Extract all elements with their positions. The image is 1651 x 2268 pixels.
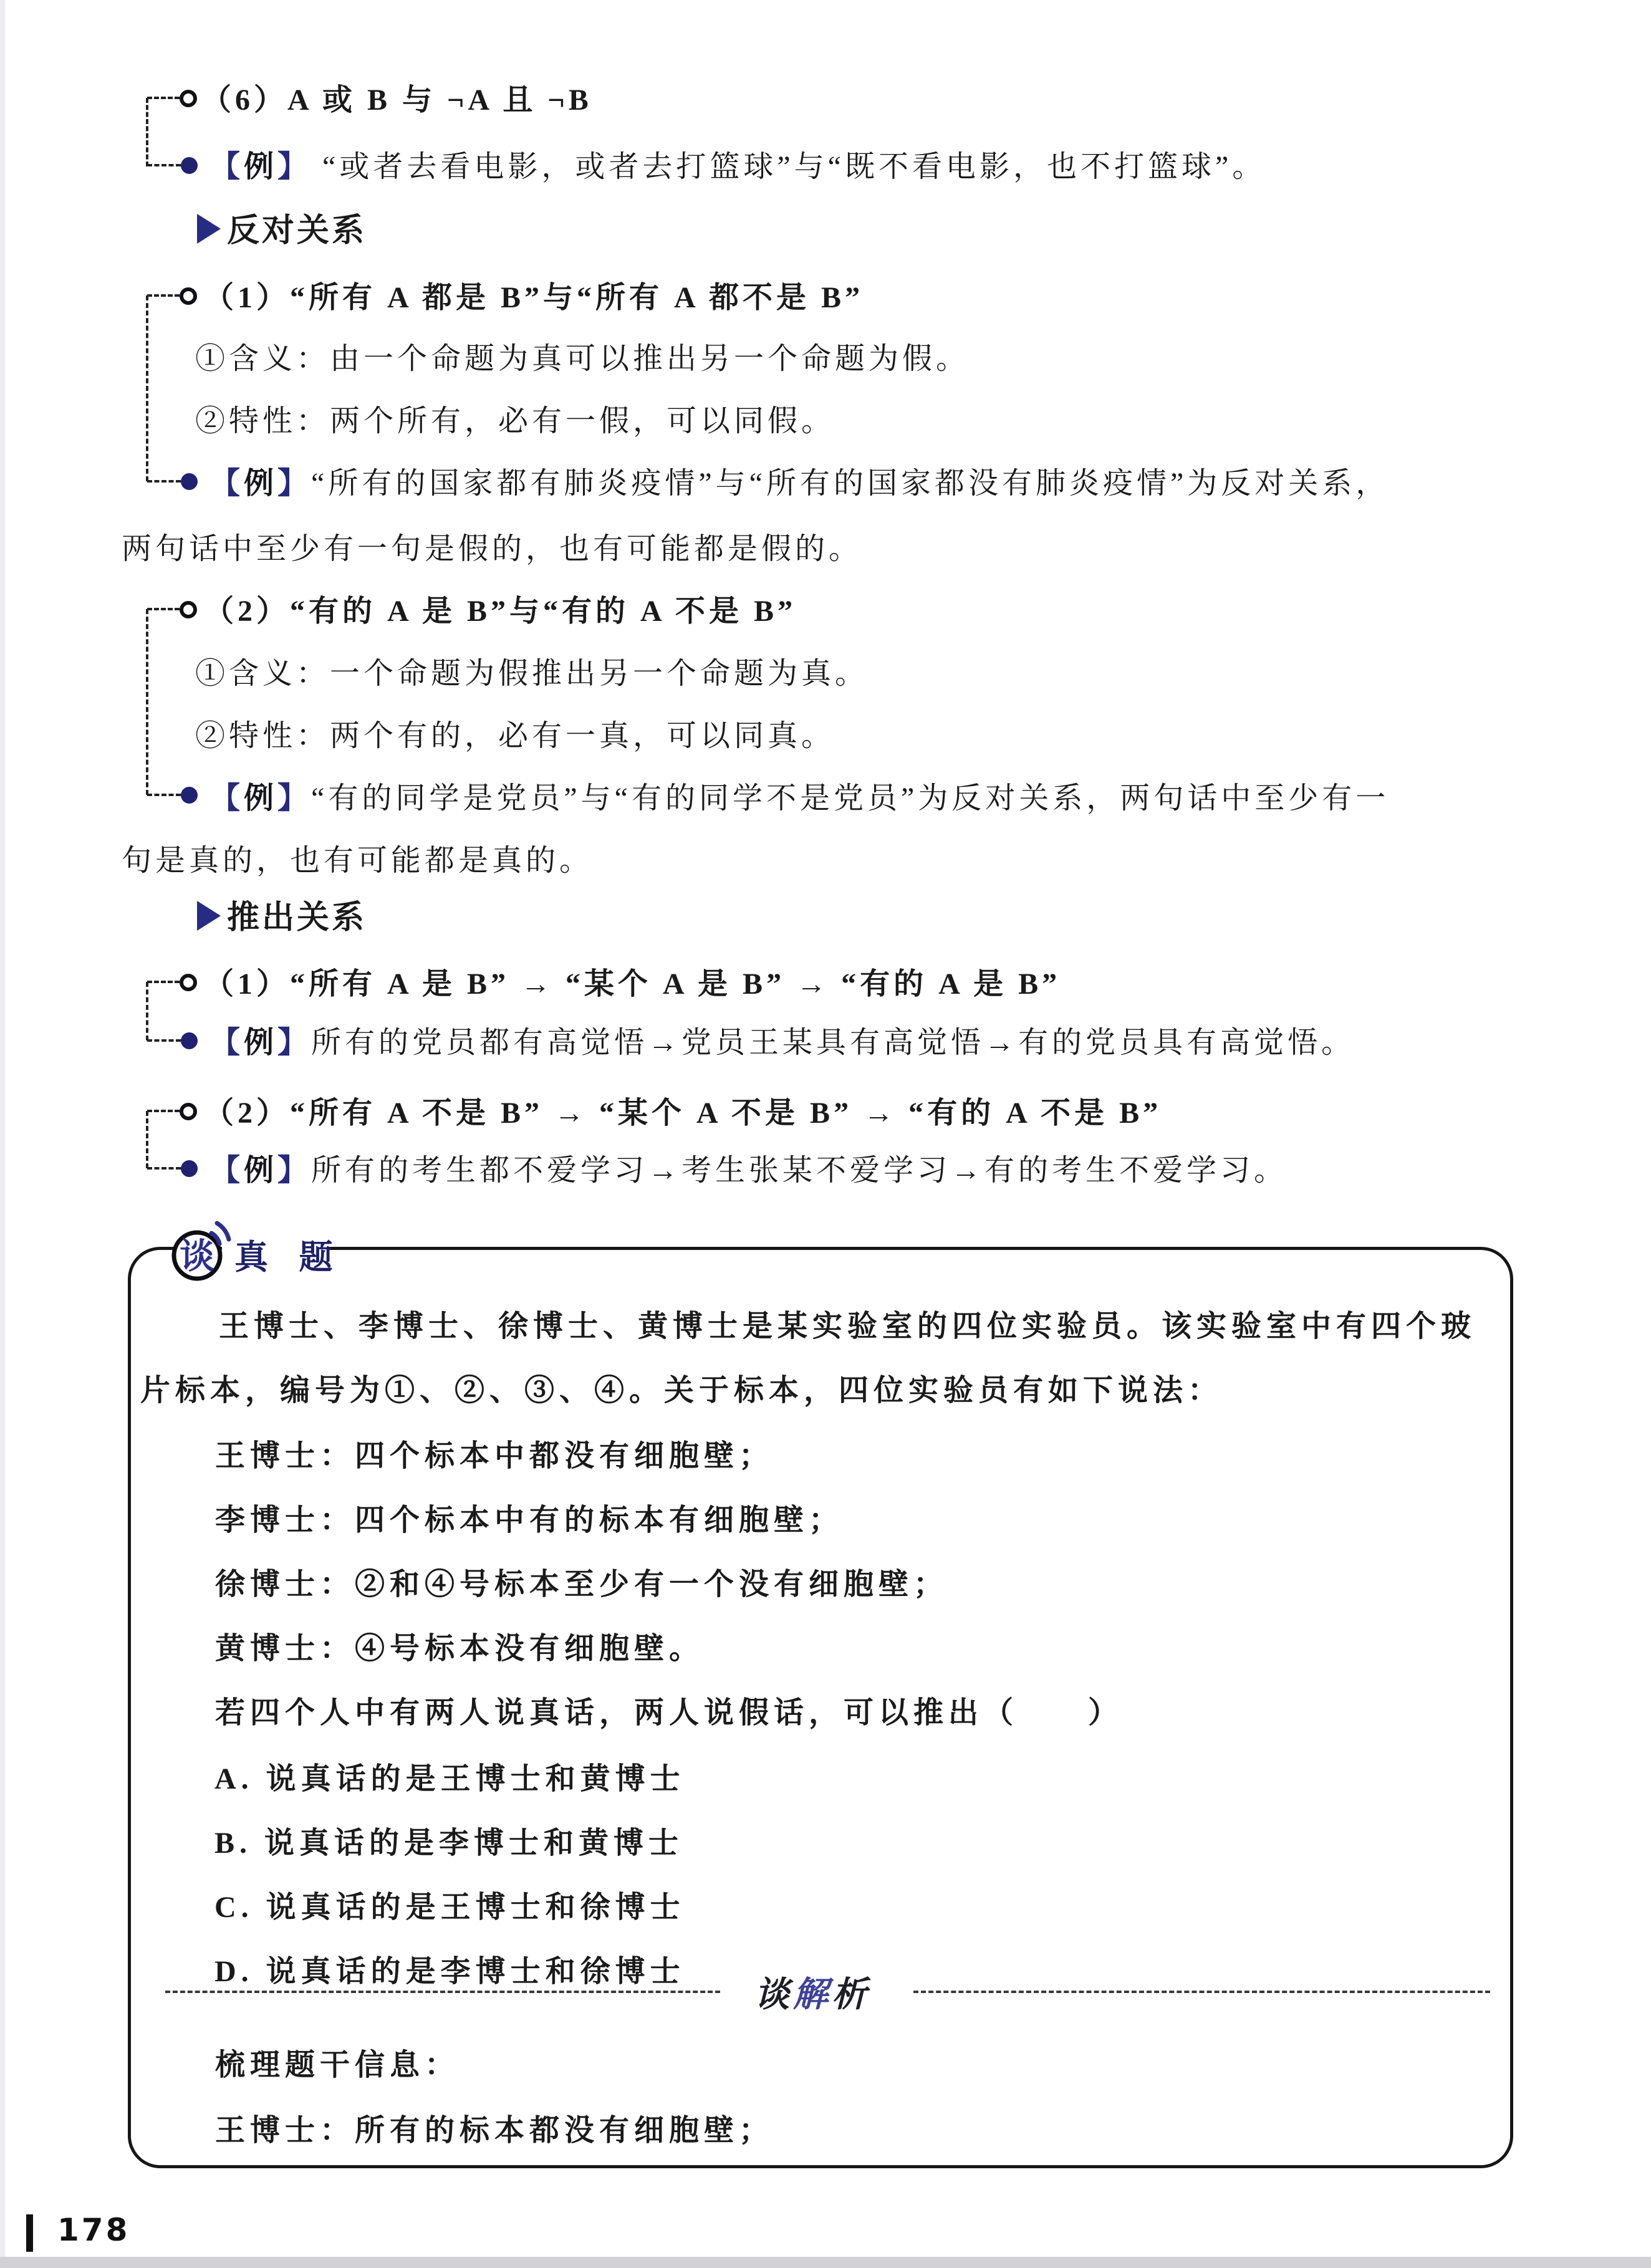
- opposition-2-trait: [195, 719, 835, 753]
- example-bracket: 【: [210, 782, 244, 815]
- example-label: 例: [244, 467, 278, 500]
- analysis-divider-char: 解: [793, 1976, 832, 2014]
- opposition-item-2: [204, 594, 796, 628]
- analysis-divider-line: [913, 1991, 1490, 1993]
- outline-item-6: [201, 83, 592, 117]
- statement-wang: [215, 1439, 774, 1473]
- opposition-item-1-text: （1）“所有 A 都是 B”与“所有 A 都不是 B”: [204, 281, 864, 314]
- tree-node-bullet-icon: [180, 90, 197, 107]
- question-stem-line1: [219, 1309, 1476, 1343]
- statement-li: [215, 1503, 844, 1537]
- section-arrow-icon: [197, 901, 221, 931]
- opposition-1-trait-text: ②特性：两个所有，必有一假，可以同假。: [195, 405, 835, 438]
- opposition-2-meaning-text: ①含义：一个命题为假推出另一个命题为真。: [195, 657, 869, 690]
- opposition-1-meaning: [195, 342, 970, 376]
- option-d: [214, 1954, 685, 1989]
- statement-text: 黄博士：④号标本没有细胞壁。: [215, 1632, 705, 1665]
- example-label: 例: [244, 1154, 278, 1187]
- section-title-opposition: [227, 213, 367, 250]
- option-a-text: A. 说真话的是王博士和黄博士: [214, 1762, 685, 1795]
- opposition-2-example: [210, 781, 1389, 815]
- tree-connector-line: [146, 296, 148, 481]
- scan-edge: [0, 2257, 1651, 2268]
- option-c-text: C. 说真话的是王博士和徐博士: [214, 1891, 685, 1924]
- outline-example-6-text: “或者去看电影，或者去打篮球”与“既不看电影，也不打篮球”。: [322, 150, 1266, 183]
- example-bullet-icon: [181, 787, 198, 804]
- tree-connector-line: [147, 97, 180, 99]
- opposition-1-example-text: “所有的国家都有肺炎疫情”与“所有的国家都没有肺炎疫情”为反对关系，: [311, 467, 1390, 500]
- example-bracket: 【: [210, 467, 244, 500]
- tree-connector-line: [147, 294, 180, 297]
- question-prompt-text: 若四个人中有两人说真话，两人说假话，可以推出（ ）: [215, 1696, 1124, 1729]
- tan-logo-icon: [170, 1217, 238, 1287]
- tree-connector-line: [146, 98, 148, 166]
- outline-example-6: [210, 150, 1266, 184]
- badge-title-text: 真 题: [234, 1239, 344, 1276]
- statement-text: 徐博士：②和④号标本至少有一个没有细胞壁；: [215, 1568, 949, 1601]
- entailment-item-1: [204, 967, 1061, 1001]
- analysis-head: [215, 2048, 460, 2082]
- opposition-2-example-text: “有的同学是党员”与“有的同学不是党员”为反对关系，两句话中至少有一: [311, 782, 1390, 815]
- example-bullet-icon: [181, 1160, 198, 1177]
- analysis-divider-char: 析: [832, 1976, 870, 2014]
- option-a: [214, 1762, 685, 1796]
- section-arrow-icon: [197, 214, 221, 244]
- example-label: 例: [244, 782, 278, 815]
- scan-edge: [0, 0, 5, 2268]
- entailment-1-example-text: 所有的党员都有高觉悟→党员王某具有高觉悟→有的党员具有高觉悟。: [311, 1026, 1355, 1059]
- tree-connector-line: [147, 981, 180, 983]
- tree-node-bullet-icon: [180, 287, 197, 305]
- opposition-1-example-cont: [122, 532, 862, 566]
- section-title-entailment: [227, 900, 367, 937]
- analysis-divider-line: [165, 1991, 720, 1993]
- page-number-bar: [26, 2214, 33, 2252]
- analysis-divider-title: [754, 1967, 870, 2017]
- question-box-badge-title: [234, 1231, 344, 1279]
- question-stem-line2: [140, 1373, 1223, 1408]
- page-number-text: 178: [57, 2212, 130, 2248]
- entailment-1-example: [210, 1026, 1355, 1060]
- svg-text:谈: 谈: [180, 1237, 214, 1276]
- tree-connector-line: [146, 1111, 148, 1168]
- example-bullet-icon: [181, 157, 198, 174]
- tree-connector-line: [147, 1039, 181, 1042]
- analysis-line1-text: 王博士：所有的标本都没有细胞壁；: [215, 2114, 774, 2147]
- tree-connector-line: [146, 982, 148, 1040]
- example-bracket: 】: [277, 1026, 312, 1059]
- example-label: 例: [244, 150, 278, 183]
- section-title-text: 反对关系: [227, 213, 367, 249]
- tree-node-bullet-icon: [180, 1103, 197, 1120]
- tree-connector-line: [147, 164, 181, 166]
- opposition-2-trait-text: ②特性：两个有的，必有一真，可以同真。: [195, 719, 835, 752]
- tree-connector-line: [147, 480, 181, 483]
- option-d-text: D. 说真话的是李博士和徐博士: [214, 1955, 685, 1988]
- entailment-2-example-text: 所有的考生都不爱学习→考生张某不爱学习→有的考生不爱学习。: [311, 1154, 1288, 1187]
- option-b-text: B. 说真话的是李博士和黄博士: [214, 1827, 684, 1860]
- stem-text: 王博士、李博士、徐博士、黄博士是某实验室的四位实验员。该实验室中有四个玻: [219, 1310, 1476, 1343]
- example-bracket: 】: [277, 150, 312, 183]
- option-b: [214, 1826, 683, 1860]
- tree-connector-line: [147, 1110, 180, 1112]
- page-number: [57, 2212, 130, 2248]
- analysis-line1: [215, 2113, 774, 2148]
- opposition-item-1: [204, 281, 864, 315]
- opposition-1-example: [210, 466, 1389, 501]
- opposition-item-2-text: （2）“有的 A 是 B”与“有的 A 不是 B”: [204, 595, 797, 628]
- tree-connector-line: [147, 1167, 181, 1170]
- analysis-divider-char: 谈: [754, 1976, 793, 2014]
- statement-huang: [215, 1631, 704, 1666]
- statement-xu: [215, 1567, 948, 1602]
- example-bracket: 】: [277, 782, 312, 815]
- example-bracket: 【: [210, 150, 244, 183]
- example-label: 例: [244, 1026, 278, 1059]
- tree-connector-line: [147, 608, 180, 610]
- opposition-2-meaning: [195, 656, 869, 691]
- example-bullet-icon: [181, 473, 198, 490]
- tree-node-bullet-icon: [180, 974, 197, 991]
- example-bracket: 【: [210, 1154, 244, 1187]
- example-bracket: 【: [210, 1026, 244, 1059]
- tree-node-bullet-icon: [180, 601, 197, 618]
- opposition-1-meaning-text: ①含义：由一个命题为真可以推出另一个命题为假。: [195, 342, 970, 375]
- opposition-1-example-cont-text: 两句话中至少有一句是假的，也有可能都是假的。: [122, 532, 863, 565]
- opposition-2-example-cont-text: 句是真的，也有可能都是真的。: [122, 844, 594, 877]
- tree-connector-line: [147, 794, 181, 796]
- question-prompt: [215, 1696, 1123, 1730]
- stem-text: 片标本，编号为①、②、③、④。关于标本，四位实验员有如下说法：: [140, 1374, 1223, 1407]
- opposition-1-trait: [195, 404, 835, 438]
- statement-text: 李博士：四个标本中有的标本有细胞壁；: [215, 1504, 844, 1537]
- tree-connector-line: [146, 609, 148, 795]
- entailment-2-example: [210, 1153, 1288, 1188]
- section-title-text: 推出关系: [227, 900, 367, 936]
- entailment-item-2: [204, 1096, 1162, 1130]
- entailment-item-2-text: （2）“所有 A 不是 B” → “某个 A 不是 B” → “有的 A 不是 B”: [204, 1097, 1162, 1130]
- option-c: [214, 1890, 685, 1924]
- statement-text: 王博士：四个标本中都没有细胞壁；: [215, 1439, 774, 1473]
- example-bracket: 】: [277, 1154, 312, 1187]
- opposition-2-example-cont: [122, 843, 593, 878]
- entailment-item-1-text: （1）“所有 A 是 B” → “某个 A 是 B” → “有的 A 是 B”: [204, 968, 1061, 1001]
- example-bracket: 】: [277, 467, 312, 500]
- outline-item-6-text: （6）A 或 B 与 ¬A 且 ¬B: [201, 84, 592, 117]
- analysis-head-text: 梳理题干信息：: [215, 2049, 460, 2082]
- example-bullet-icon: [181, 1032, 198, 1049]
